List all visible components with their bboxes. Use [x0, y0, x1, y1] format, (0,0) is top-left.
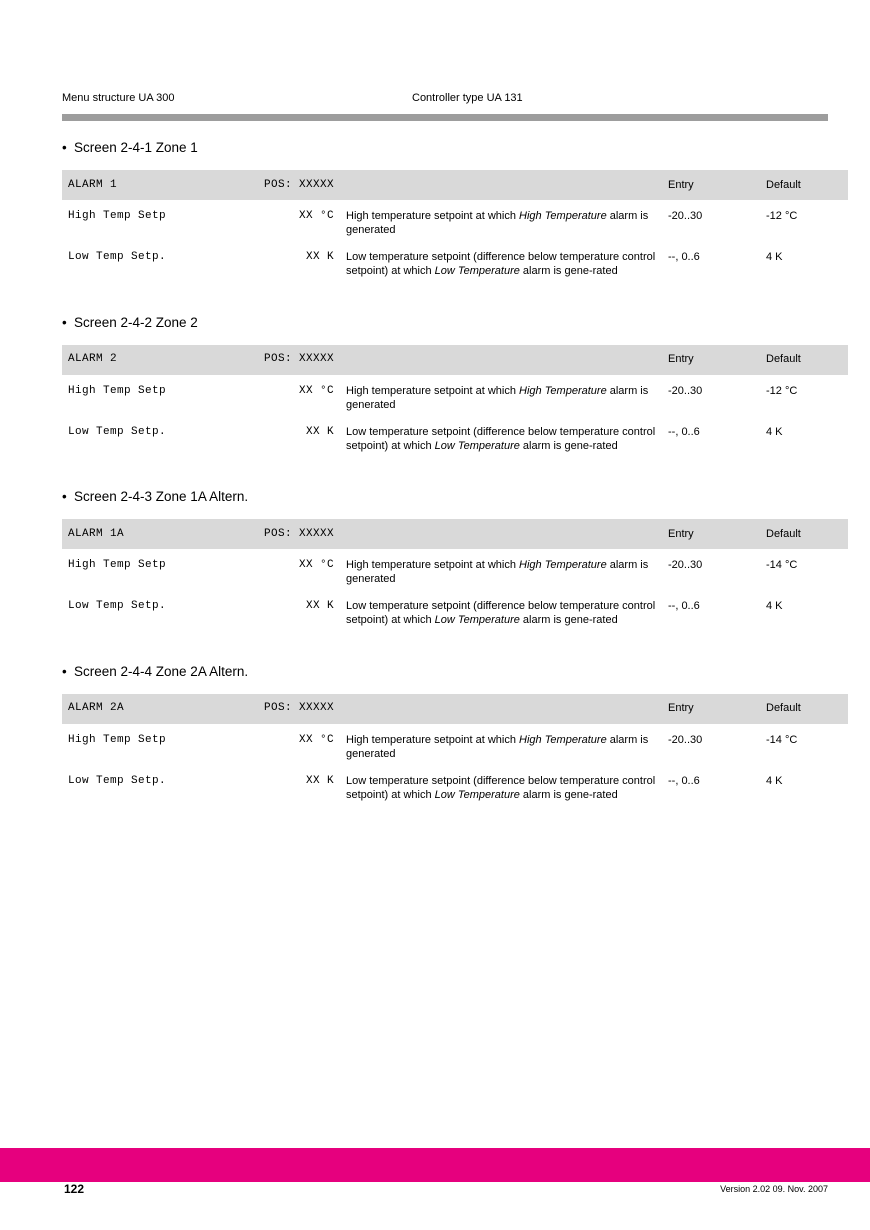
section-heading: [62, 489, 828, 505]
column-header-default: Default: [760, 694, 848, 724]
table-header-row: [62, 345, 848, 375]
section-heading-label: Screen 2-4-3 Zone 1A Altern.: [74, 489, 249, 504]
table-header-row: [62, 519, 848, 549]
param-value: XX °C: [298, 210, 334, 223]
param-description: [340, 590, 662, 631]
column-header-position: POS: XXXXX: [232, 345, 340, 375]
column-header-name: ALARM 1: [62, 170, 232, 200]
param-value: XX °C: [298, 384, 334, 397]
param-name: High Temp Setp: [68, 210, 167, 223]
param-description: [340, 724, 662, 765]
param-description: [340, 241, 662, 282]
desc-post: alarm is gene-rated: [519, 265, 618, 278]
column-header-name: ALARM 1A: [62, 519, 232, 549]
footer-version-text: Version 2.02 09. Nov. 2007: [720, 1184, 828, 1194]
param-default-value: -12 °C: [766, 384, 798, 397]
header-center-text: Controller type UA 131: [412, 92, 523, 104]
param-value: XX K: [305, 600, 334, 613]
param-default-value: -14 °C: [766, 733, 798, 746]
menu-parameter-table: [62, 170, 848, 282]
param-name: High Temp Setp: [68, 559, 167, 572]
bullet-glyph: •: [62, 489, 67, 504]
table-row: [62, 724, 848, 765]
desc-pre: Low temperature setpoint (difference below temperature control setpoint) at which: [346, 774, 656, 801]
column-header-position: POS: XXXXX: [232, 694, 340, 724]
desc-emphasis: High Temperature: [519, 210, 607, 223]
desc-pre: High temperature setpoint at which: [346, 384, 520, 397]
header-divider: [62, 114, 828, 121]
param-entry-range: --, 0..6: [668, 425, 700, 438]
desc-emphasis: Low Temperature: [434, 788, 520, 801]
param-name: High Temp Setp: [68, 733, 167, 746]
column-header-entry: Entry: [662, 170, 760, 200]
footer-color-band: [0, 1148, 870, 1182]
param-value: XX °C: [298, 559, 334, 572]
desc-emphasis: High Temperature: [519, 559, 607, 572]
desc-emphasis: Low Temperature: [434, 614, 520, 627]
param-default-value: 4 K: [766, 774, 783, 787]
table-header-row: [62, 694, 848, 724]
param-description: [340, 375, 662, 416]
section-heading: [62, 664, 828, 680]
bullet-glyph: •: [62, 140, 67, 155]
param-value: XX K: [305, 774, 334, 787]
column-header-description: [340, 170, 662, 200]
table-header-row: [62, 170, 848, 200]
column-header-entry: Entry: [662, 694, 760, 724]
param-entry-range: -20..30: [668, 559, 703, 572]
desc-post: alarm is generated: [346, 210, 649, 237]
param-name: Low Temp Setp.: [68, 600, 167, 613]
section-screen-2-4-1: [62, 140, 828, 283]
column-header-description: [340, 345, 662, 375]
section-heading-label: Screen 2-4-1 Zone 1: [74, 140, 198, 155]
param-entry-range: -20..30: [668, 733, 703, 746]
desc-post: alarm is gene-rated: [519, 614, 618, 627]
table-row: [62, 375, 848, 416]
desc-emphasis: Low Temperature: [434, 265, 520, 278]
param-description: [340, 765, 662, 806]
column-header-description: [340, 694, 662, 724]
param-description: [340, 416, 662, 457]
desc-emphasis: High Temperature: [519, 733, 607, 746]
column-header-default: Default: [760, 519, 848, 549]
param-entry-range: -20..30: [668, 210, 703, 223]
desc-pre: Low temperature setpoint (difference below temperature control setpoint) at which: [346, 425, 656, 452]
column-header-name: ALARM 2A: [62, 694, 232, 724]
param-entry-range: -20..30: [668, 384, 703, 397]
param-entry-range: --, 0..6: [668, 251, 700, 264]
param-name: Low Temp Setp.: [68, 425, 167, 438]
table-row: [62, 241, 848, 282]
section-heading: [62, 315, 828, 331]
column-header-default: Default: [760, 345, 848, 375]
desc-emphasis: High Temperature: [519, 384, 607, 397]
column-header-name: ALARM 2: [62, 345, 232, 375]
header-left-text: Menu structure UA 300: [62, 92, 175, 104]
desc-pre: High temperature setpoint at which: [346, 559, 520, 572]
desc-pre: High temperature setpoint at which: [346, 733, 520, 746]
desc-pre: High temperature setpoint at which: [346, 210, 520, 223]
page-number: 122: [64, 1182, 85, 1196]
param-entry-range: --, 0..6: [668, 774, 700, 787]
section-screen-2-4-4: [62, 664, 828, 807]
desc-post: alarm is generated: [346, 384, 649, 411]
param-default-value: 4 K: [766, 600, 783, 613]
menu-parameter-table: [62, 694, 848, 806]
section-heading-label: Screen 2-4-2 Zone 2: [74, 314, 198, 330]
column-header-default: Default: [760, 170, 848, 200]
menu-parameter-table: [62, 345, 848, 457]
bullet-glyph: •: [62, 663, 67, 679]
column-header-position: POS: XXXXX: [232, 170, 340, 200]
table-row: [62, 549, 848, 590]
column-header-entry: Entry: [662, 519, 760, 549]
section-heading: [62, 140, 828, 156]
desc-post: alarm is generated: [346, 559, 649, 586]
desc-post: alarm is gene-rated: [519, 439, 618, 452]
table-row: [62, 765, 848, 806]
param-value: XX °C: [298, 733, 334, 746]
table-row: [62, 200, 848, 241]
column-header-description: [340, 519, 662, 549]
param-default-value: -12 °C: [766, 210, 798, 223]
desc-post: alarm is gene-rated: [519, 788, 618, 801]
param-name: Low Temp Setp.: [68, 251, 167, 264]
param-name: Low Temp Setp.: [68, 774, 167, 787]
desc-pre: Low temperature setpoint (difference below temperature control setpoint) at which: [346, 251, 656, 278]
table-row: [62, 416, 848, 457]
page-content: [62, 140, 828, 838]
section-screen-2-4-3: [62, 489, 828, 632]
param-description: [340, 200, 662, 241]
column-header-position: POS: XXXXX: [232, 519, 340, 549]
menu-parameter-table: [62, 519, 848, 631]
param-value: XX K: [305, 425, 334, 438]
table-row: [62, 590, 848, 631]
param-name: High Temp Setp: [68, 384, 167, 397]
section-screen-2-4-2: [62, 315, 828, 458]
param-value: XX K: [305, 251, 334, 264]
param-default-value: 4 K: [766, 425, 783, 438]
param-description: [340, 549, 662, 590]
desc-post: alarm is generated: [346, 733, 649, 760]
param-default-value: -14 °C: [766, 559, 798, 572]
param-default-value: 4 K: [766, 251, 783, 264]
bullet-glyph: •: [62, 314, 67, 330]
desc-emphasis: Low Temperature: [434, 439, 520, 452]
section-heading-label: Screen 2-4-4 Zone 2A Altern.: [74, 663, 249, 679]
desc-pre: Low temperature setpoint (difference below temperature control setpoint) at which: [346, 600, 656, 627]
column-header-entry: Entry: [662, 345, 760, 375]
param-entry-range: --, 0..6: [668, 600, 700, 613]
